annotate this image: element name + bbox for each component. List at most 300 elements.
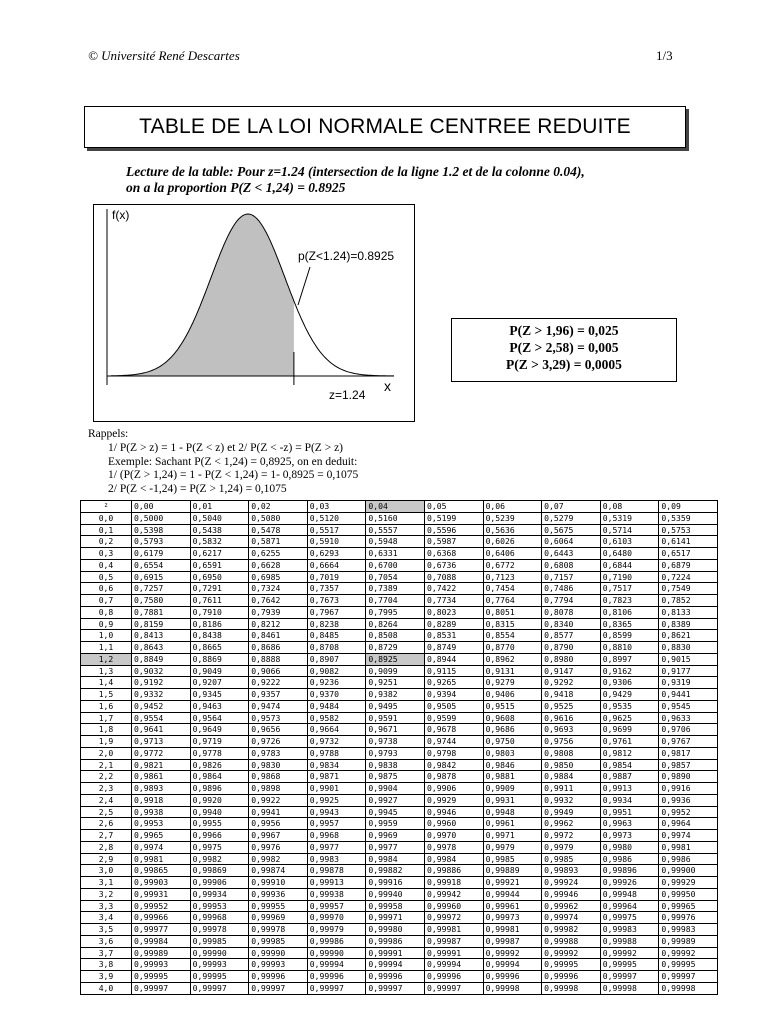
reminders-title: Rappels:	[88, 428, 129, 440]
table-cell: 0,99940	[366, 888, 425, 900]
column-header: 0,09	[659, 501, 718, 513]
table-cell: 0,9977	[366, 841, 425, 853]
table-cell: 0,9909	[483, 783, 542, 795]
table-cell: 0,7224	[659, 571, 718, 583]
table-cell: 0,8554	[483, 630, 542, 642]
table-cell: 0,9984	[424, 853, 483, 865]
table-cell: 0,99988	[542, 935, 601, 947]
table-cell: 0,9573	[249, 712, 308, 724]
table-cell: 0,9131	[483, 665, 542, 677]
table-cell: 0,5871	[249, 536, 308, 548]
table-cell: 0,9279	[483, 677, 542, 689]
table-cell: 0,99989	[659, 935, 718, 947]
table-cell: 0,8315	[483, 618, 542, 630]
table-cell: 0,99993	[132, 959, 191, 971]
table-cell: 0,5160	[366, 512, 425, 524]
table-cell: 0,9981	[659, 841, 718, 853]
table-cell: 0,5753	[659, 524, 718, 536]
table-cell: 0,99869	[190, 865, 249, 877]
table-cell: 0,9115	[424, 665, 483, 677]
table-cell: 0,99985	[249, 935, 308, 947]
table-cell: 0,7291	[190, 583, 249, 595]
table-cell: 0,7486	[542, 583, 601, 595]
table-cell: 0,9970	[424, 830, 483, 842]
table-cell: 0,99910	[249, 877, 308, 889]
table-cell: 0,7823	[600, 595, 659, 607]
reminder-line-2: Exemple: Sachant P(Z < 1,24) = 0,8925, on en deduit:	[108, 455, 358, 468]
table-cell: 0,9678	[424, 724, 483, 736]
table-cell: 0,99986	[366, 935, 425, 947]
table-cell: 0,9564	[190, 712, 249, 724]
table-cell: 0,8365	[600, 618, 659, 630]
table-row	[81, 771, 718, 783]
table-cell: 0,99969	[249, 912, 308, 924]
table-cell: 0,9890	[659, 771, 718, 783]
table-cell: 0,9767	[659, 736, 718, 748]
row-header: 3,2	[81, 888, 132, 900]
table-cell: 0,7422	[424, 583, 483, 595]
table-cell: 0,9732	[307, 736, 366, 748]
table-cell: 0,99985	[190, 935, 249, 947]
critical-value-1: P(Z > 1,96) = 0,025	[509, 323, 619, 338]
table-row	[81, 689, 718, 701]
table-cell: 0,9812	[600, 747, 659, 759]
table-cell: 0,9956	[249, 818, 308, 830]
row-header: 3,5	[81, 924, 132, 936]
table-cell: 0,8621	[659, 630, 718, 642]
table-cell: 0,9948	[483, 806, 542, 818]
table-cell: 0,9719	[190, 736, 249, 748]
table-cell: 0,5239	[483, 512, 542, 524]
page-number: 1/3	[656, 48, 673, 63]
table-cell: 0,9969	[366, 830, 425, 842]
reminder-line-3: 1/ (P(Z > 1,24) = 1 - P(Z < 1,24) = 1- 0,8925 = 0,1075	[108, 469, 359, 482]
table-cell: 0,6950	[190, 571, 249, 583]
table-cell: 0,9929	[424, 794, 483, 806]
label-pointer	[298, 267, 310, 305]
table-cell: 0,9664	[307, 724, 366, 736]
table-cell: 0,9452	[132, 700, 191, 712]
table-cell: 0,5438	[190, 524, 249, 536]
table-cell: 0,5040	[190, 512, 249, 524]
reading-instructions-line-1: Lecture de la table: Pour z=1.24 (intersection de la ligne 1.2 et de la colonne 0.04),	[126, 164, 585, 179]
probability-label: p(Z<1.24)=0.8925	[298, 249, 395, 263]
table-row	[81, 571, 718, 583]
row-header: 3,4	[81, 912, 132, 924]
table-cell: 0,9826	[190, 759, 249, 771]
table-cell: 0,8962	[483, 653, 542, 665]
table-cell: 0,99942	[424, 888, 483, 900]
table-cell: 0,9608	[483, 712, 542, 724]
table-cell: 0,9982	[190, 853, 249, 865]
table-cell: 0,9963	[600, 818, 659, 830]
table-cell: 0,99998	[483, 982, 542, 994]
table-cell: 0,9015	[659, 653, 718, 665]
table-cell: 0,9911	[542, 783, 601, 795]
table-cell: 0,7257	[132, 583, 191, 595]
table-cell: 0,99996	[366, 971, 425, 983]
table-cell: 0,99970	[307, 912, 366, 924]
table-cell: 0,6026	[483, 536, 542, 548]
table-cell: 0,99882	[366, 865, 425, 877]
table-cell: 0,99962	[542, 900, 601, 912]
table-cell: 0,9871	[307, 771, 366, 783]
table-cell: 0,9641	[132, 724, 191, 736]
row-header: 1,5	[81, 689, 132, 701]
table-cell: 0,99886	[424, 865, 483, 877]
table-row	[81, 653, 718, 665]
table-cell: 0,99990	[249, 947, 308, 959]
table-cell: 0,99926	[600, 877, 659, 889]
table-cell: 0,9875	[366, 771, 425, 783]
row-header: 1,9	[81, 736, 132, 748]
table-cell: 0,99978	[190, 924, 249, 936]
row-header: 0,6	[81, 583, 132, 595]
table-cell: 0,9382	[366, 689, 425, 701]
table-cell: 0,7910	[190, 606, 249, 618]
table-cell: 0,9616	[542, 712, 601, 724]
table-cell: 0,99961	[483, 900, 542, 912]
table-cell: 0,5359	[659, 512, 718, 524]
title-box	[84, 106, 686, 148]
table-cell: 0,8264	[366, 618, 425, 630]
table-row	[81, 583, 718, 595]
table-cell: 0,8790	[542, 642, 601, 654]
table-cell: 0,5279	[542, 512, 601, 524]
table-row	[81, 924, 718, 936]
column-header: 0,00	[132, 501, 191, 513]
table-cell: 0,99976	[659, 912, 718, 924]
table-cell: 0,9525	[542, 700, 601, 712]
table-cell: 0,9986	[659, 853, 718, 865]
table-cell: 0,8830	[659, 642, 718, 654]
table-cell: 0,99921	[483, 877, 542, 889]
table-cell: 0,9162	[600, 665, 659, 677]
column-header: 0,01	[190, 501, 249, 513]
table-cell: 0,7611	[190, 595, 249, 607]
table-cell: 0,99878	[307, 865, 366, 877]
table-cell: 0,6368	[424, 548, 483, 560]
table-cell: 0,99960	[424, 900, 483, 912]
table-cell: 0,99936	[249, 888, 308, 900]
table-cell: 0,9976	[249, 841, 308, 853]
table-cell: 0,99893	[542, 865, 601, 877]
table-cell: 0,9306	[600, 677, 659, 689]
table-header-row	[81, 501, 718, 513]
table-cell: 0,9884	[542, 771, 601, 783]
table-cell: 0,6736	[424, 559, 483, 571]
table-cell: 0,9966	[190, 830, 249, 842]
table-cell: 0,9817	[659, 747, 718, 759]
table-cell: 0,9968	[307, 830, 366, 842]
table-cell: 0,9625	[600, 712, 659, 724]
table-cell: 0,9207	[190, 677, 249, 689]
table-cell: 0,99997	[249, 982, 308, 994]
table-cell: 0,9938	[132, 806, 191, 818]
table-cell: 0,99944	[483, 888, 542, 900]
row-header: 0,9	[81, 618, 132, 630]
table-cell: 0,5910	[307, 536, 366, 548]
table-cell: 0,99997	[307, 982, 366, 994]
table-cell: 0,9957	[307, 818, 366, 830]
z-value-label: z=1.24	[329, 388, 366, 402]
table-cell: 0,6331	[366, 548, 425, 560]
table-cell: 0,9821	[132, 759, 191, 771]
table-cell: 0,99983	[659, 924, 718, 936]
table-cell: 0,99931	[132, 888, 191, 900]
table-cell: 0,5948	[366, 536, 425, 548]
table-cell: 0,9515	[483, 700, 542, 712]
table-row	[81, 677, 718, 689]
reminder-line-4: 2/ P(Z < -1,24) = P(Z > 1,24) = 0,1075	[108, 483, 287, 496]
table-cell: 0,9887	[600, 771, 659, 783]
table-cell: 0,99918	[424, 877, 483, 889]
table-cell: 0,9941	[249, 806, 308, 818]
table-cell: 0,9726	[249, 736, 308, 748]
table-cell: 0,9982	[249, 853, 308, 865]
table-cell: 0,9066	[249, 665, 308, 677]
table-cell: 0,99991	[366, 947, 425, 959]
table-cell: 0,9977	[307, 841, 366, 853]
table-row	[81, 935, 718, 947]
table-cell: 0,8686	[249, 642, 308, 654]
table-row	[81, 841, 718, 853]
table-cell: 0,99986	[307, 935, 366, 947]
table-cell: 0,9738	[366, 736, 425, 748]
table-cell: 0,9927	[366, 794, 425, 806]
table-cell: 0,99977	[132, 924, 191, 936]
row-header: 3,0	[81, 865, 132, 877]
table-cell: 0,99997	[600, 971, 659, 983]
table-cell: 0,9973	[600, 830, 659, 842]
column-header: 0,02	[249, 501, 308, 513]
reading-instructions	[126, 164, 686, 196]
critical-value-3: P(Z > 3,29) = 0,0005	[506, 357, 622, 372]
table-cell: 0,9961	[483, 818, 542, 830]
table-cell: 0,99996	[542, 971, 601, 983]
row-header: 0,5	[81, 571, 132, 583]
table-cell: 0,5987	[424, 536, 483, 548]
critical-value-2: P(Z > 2,58) = 0,005	[509, 340, 619, 355]
table-cell: 0,9960	[424, 818, 483, 830]
table-cell: 0,99924	[542, 877, 601, 889]
table-cell: 0,99973	[483, 912, 542, 924]
table-cell: 0,8461	[249, 630, 308, 642]
table-cell: 0,9850	[542, 759, 601, 771]
table-cell: 0,9959	[366, 818, 425, 830]
table-cell: 0,5080	[249, 512, 308, 524]
table-cell: 0,99992	[542, 947, 601, 959]
table-cell: 0,5714	[600, 524, 659, 536]
row-header: 0,8	[81, 606, 132, 618]
table-row	[81, 512, 718, 524]
table-cell: 0,99990	[307, 947, 366, 959]
table-cell: 0,7881	[132, 606, 191, 618]
column-header: 0,07	[542, 501, 601, 513]
table-cell: 0,9671	[366, 724, 425, 736]
table-cell: 0,9778	[190, 747, 249, 759]
table-cell: 0,99906	[190, 877, 249, 889]
table-cell: 0,99992	[483, 947, 542, 959]
table-cell: 0,9236	[307, 677, 366, 689]
table-cell: 0,99982	[542, 924, 601, 936]
table-row	[81, 853, 718, 865]
table-cell: 0,9898	[249, 783, 308, 795]
table-cell: 0,99979	[307, 924, 366, 936]
table-cell: 0,99900	[659, 865, 718, 877]
table-cell: 0,7517	[600, 583, 659, 595]
university-header: © Université René Descartes	[88, 48, 240, 63]
row-header: 1,3	[81, 665, 132, 677]
row-header: 1,0	[81, 630, 132, 642]
table-cell: 0,99987	[483, 935, 542, 947]
table-cell: 0,9222	[249, 677, 308, 689]
table-cell: 0,9965	[132, 830, 191, 842]
table-cell: 0,7673	[307, 595, 366, 607]
table-cell: 0,6591	[190, 559, 249, 571]
table-cell: 0,8810	[600, 642, 659, 654]
table-cell: 0,9916	[659, 783, 718, 795]
y-axis-label: f(x)	[112, 208, 130, 222]
table-cell: 0,7019	[307, 571, 366, 583]
table-cell: 0,7549	[659, 583, 718, 595]
table-row	[81, 665, 718, 677]
table-cell: 0,6103	[600, 536, 659, 548]
table-cell: 0,99978	[249, 924, 308, 936]
critical-values-box	[451, 318, 677, 382]
table-row	[81, 982, 718, 994]
table-cell: 0,9846	[483, 759, 542, 771]
table-cell: 0,9099	[366, 665, 425, 677]
table-cell: 0,9904	[366, 783, 425, 795]
table-cell: 0,8643	[132, 642, 191, 654]
table-cell: 0,99998	[659, 982, 718, 994]
table-cell: 0,5675	[542, 524, 601, 536]
table-cell: 0,9971	[483, 830, 542, 842]
table-cell: 0,6443	[542, 548, 601, 560]
table-cell: 0,99995	[132, 971, 191, 983]
table-cell: 0,8159	[132, 618, 191, 630]
row-header: 0,0	[81, 512, 132, 524]
table-row	[81, 595, 718, 607]
table-cell: 0,99889	[483, 865, 542, 877]
table-cell: 0,99998	[600, 982, 659, 994]
table-cell: 0,99993	[249, 959, 308, 971]
table-cell: 0,9649	[190, 724, 249, 736]
table-cell: 0,99992	[659, 947, 718, 959]
table-cell: 0,9535	[600, 700, 659, 712]
table-cell: 0,5319	[600, 512, 659, 524]
table-cell: 0,9370	[307, 689, 366, 701]
table-cell: 0,9878	[424, 771, 483, 783]
table-cell: 0,5793	[132, 536, 191, 548]
table-cell: 0,9251	[366, 677, 425, 689]
table-cell: 0,99964	[600, 900, 659, 912]
table-cell: 0,9955	[190, 818, 249, 830]
table-cell: 0,5398	[132, 524, 191, 536]
table-cell: 0,9951	[600, 806, 659, 818]
table-cell: 0,99972	[424, 912, 483, 924]
table-cell: 0,9693	[542, 724, 601, 736]
table-row	[81, 971, 718, 983]
table-cell: 0,9881	[483, 771, 542, 783]
row-header: 0,7	[81, 595, 132, 607]
table-cell: 0,5000	[132, 512, 191, 524]
table-cell: 0,9978	[424, 841, 483, 853]
table-cell: 0,7324	[249, 583, 308, 595]
table-cell: 0,9967	[249, 830, 308, 842]
row-header: 2,1	[81, 759, 132, 771]
table-cell: 0,9484	[307, 700, 366, 712]
table-cell: 0,7580	[132, 595, 191, 607]
table-cell: 0,8340	[542, 618, 601, 630]
table-cell: 0,99981	[483, 924, 542, 936]
row-header: 2,4	[81, 794, 132, 806]
table-cell: 0,7088	[424, 571, 483, 583]
table-cell: 0,99913	[307, 877, 366, 889]
table-cell: 0,8413	[132, 630, 191, 642]
table-cell: 0,99995	[542, 959, 601, 971]
table-cell: 0,99896	[600, 865, 659, 877]
table-cell: 0,9861	[132, 771, 191, 783]
row-header: 1,8	[81, 724, 132, 736]
table-cell: 0,9922	[249, 794, 308, 806]
normal-curve-figure	[93, 204, 415, 422]
table-cell: 0,8944	[424, 653, 483, 665]
row-header: 3,7	[81, 947, 132, 959]
table-cell: 0,99953	[190, 900, 249, 912]
table-row	[81, 912, 718, 924]
table-cell: 0,8888	[249, 653, 308, 665]
table-cell: 0,9972	[542, 830, 601, 842]
table-cell: 0,9319	[659, 677, 718, 689]
table-cell: 0,5478	[249, 524, 308, 536]
table-corner-cell: z	[81, 501, 132, 513]
table-cell: 0,99998	[542, 982, 601, 994]
table-cell: 0,99966	[132, 912, 191, 924]
table-row	[81, 947, 718, 959]
row-header: 3,1	[81, 877, 132, 889]
table-cell: 0,7123	[483, 571, 542, 583]
table-cell: 0,9983	[307, 853, 366, 865]
normal-curve-svg	[94, 205, 414, 421]
table-row	[81, 783, 718, 795]
table-cell: 0,8531	[424, 630, 483, 642]
row-header: 3,9	[81, 971, 132, 983]
table-cell: 0,9979	[542, 841, 601, 853]
table-cell: 0,8389	[659, 618, 718, 630]
table-cell: 0,9984	[366, 853, 425, 865]
table-row	[81, 618, 718, 630]
table-cell: 0,99948	[600, 888, 659, 900]
table-cell: 0,6064	[542, 536, 601, 548]
table-cell: 0,5636	[483, 524, 542, 536]
table-cell: 0,5832	[190, 536, 249, 548]
table-cell: 0,9177	[659, 665, 718, 677]
table-cell: 0,8438	[190, 630, 249, 642]
table-cell: 0,6141	[659, 536, 718, 548]
table-cell: 0,9834	[307, 759, 366, 771]
table-cell: 0,99997	[424, 982, 483, 994]
reading-instructions-line-2: on a la proportion P(Z < 1,24) = 0.8925	[126, 180, 346, 195]
table-cell: 0,99994	[424, 959, 483, 971]
table-cell: 0,7642	[249, 595, 308, 607]
table-cell: 0,9964	[659, 818, 718, 830]
table-cell: 0,8665	[190, 642, 249, 654]
table-cell: 0,5517	[307, 524, 366, 536]
table-cell: 0,9474	[249, 700, 308, 712]
table-cell: 0,9979	[483, 841, 542, 853]
